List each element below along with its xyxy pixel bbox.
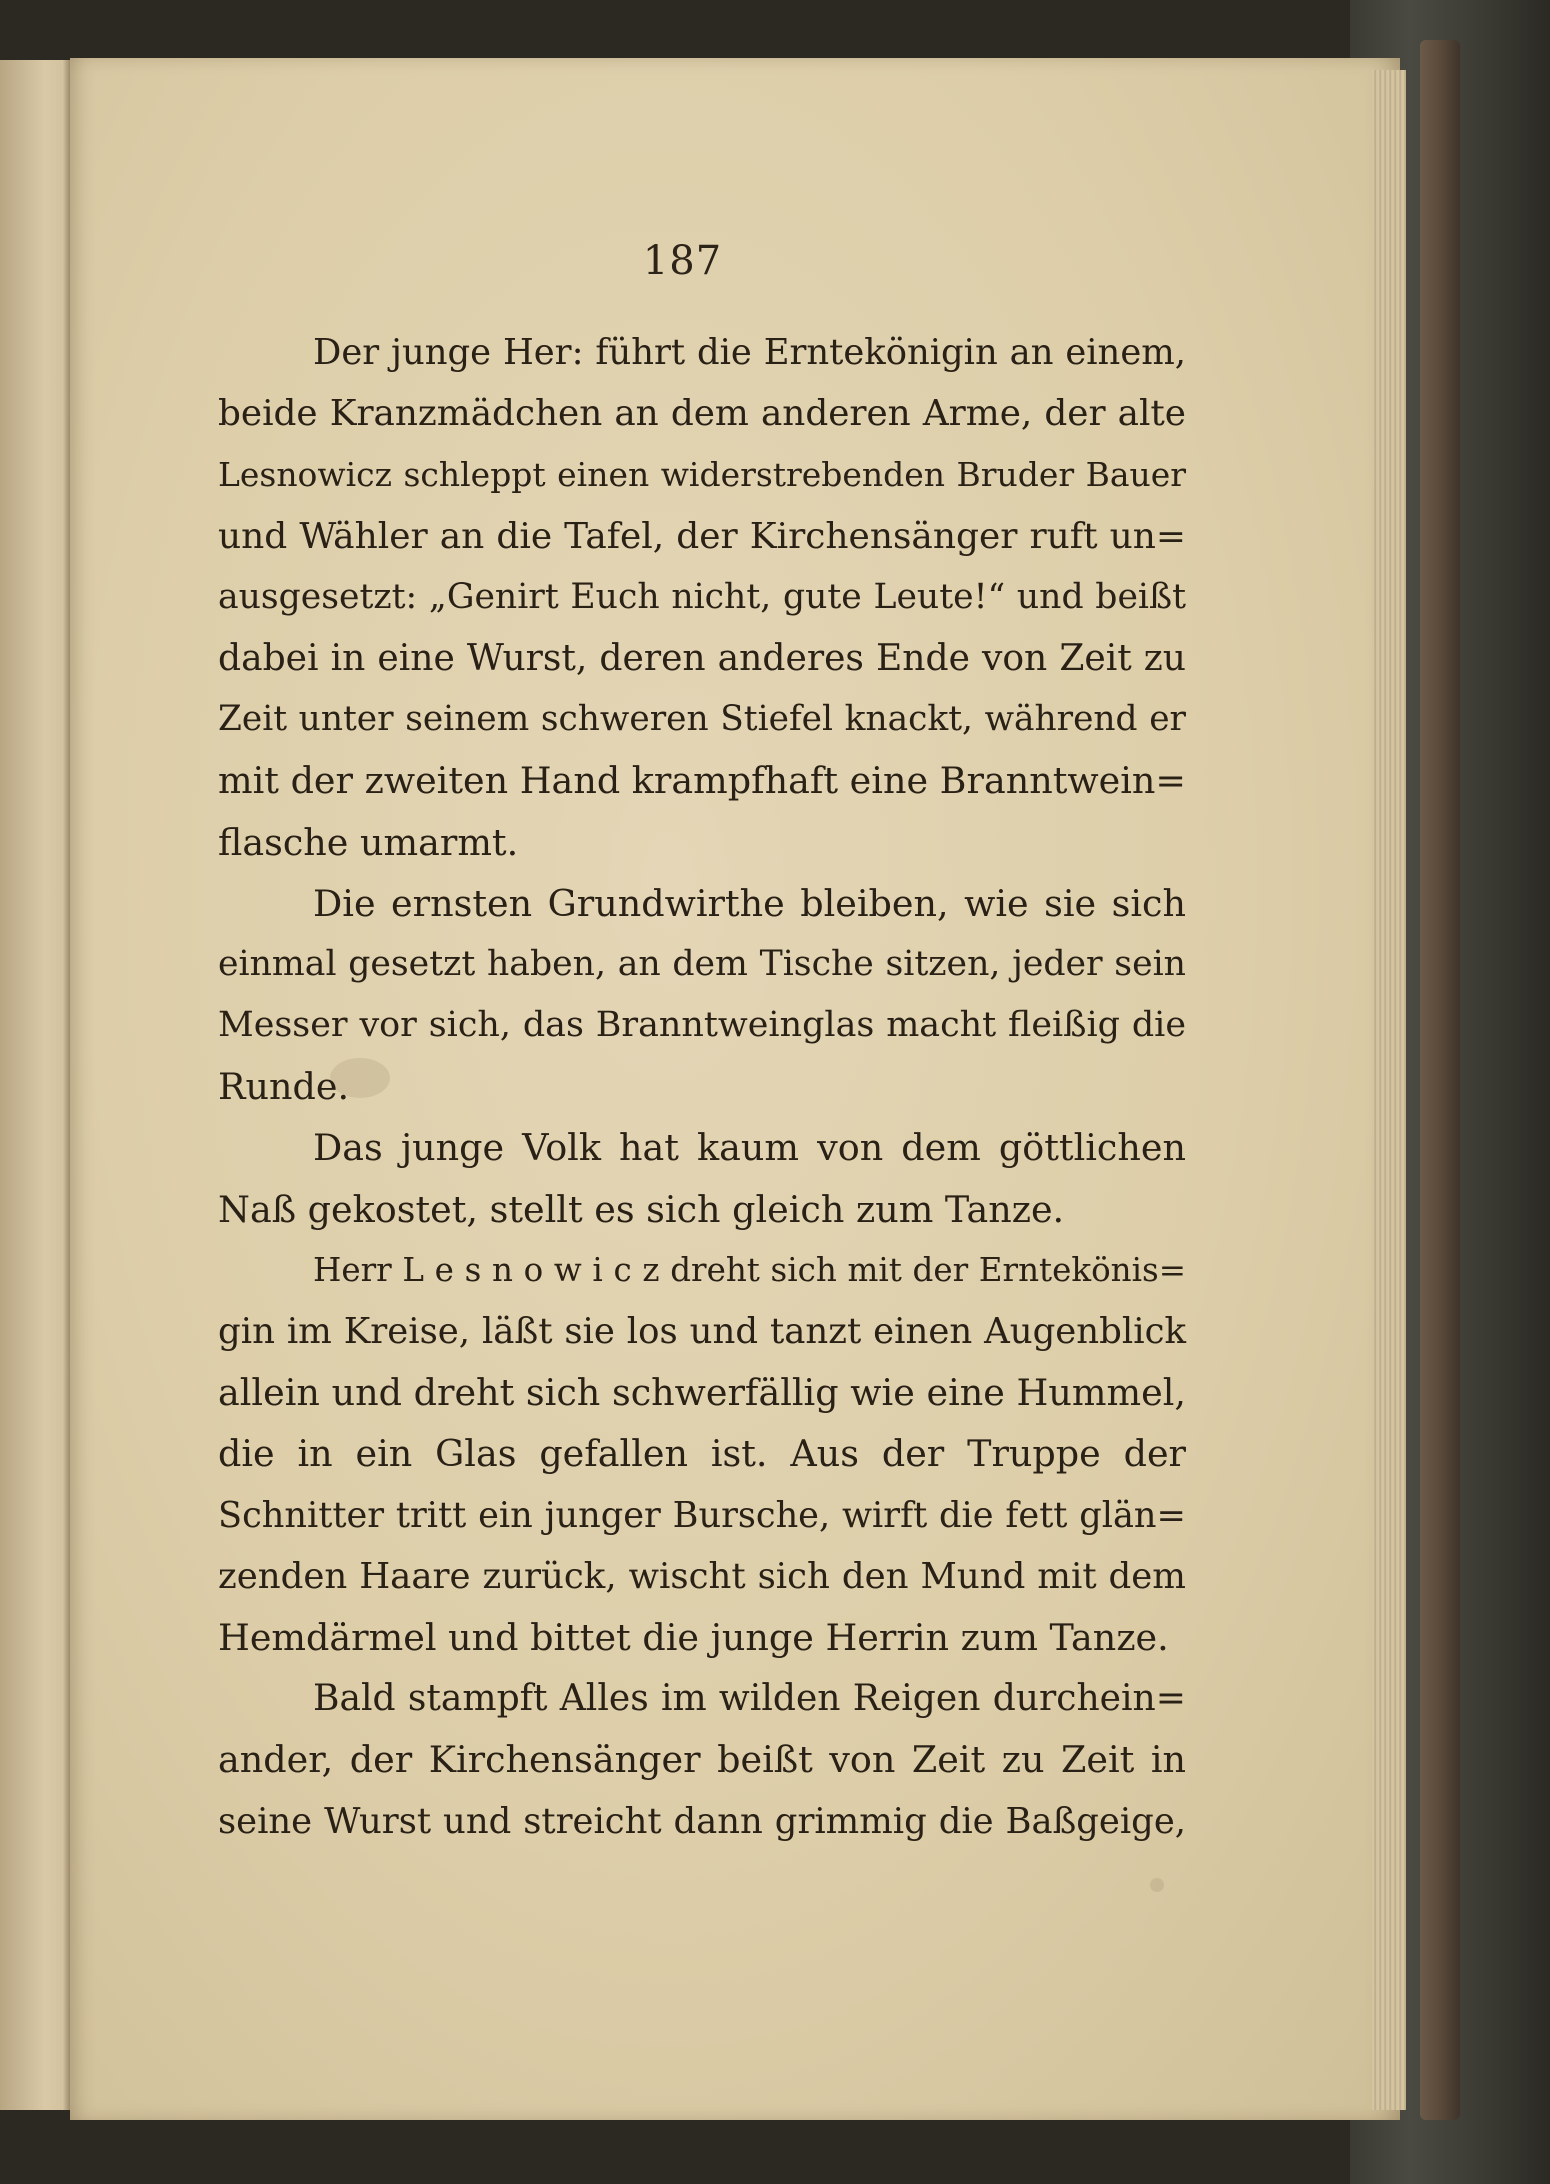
text-line: ander, der Kirchensänger beißt von Zeit zu Zeit in bbox=[218, 1738, 1186, 1782]
text-line: Schnitter tritt ein junger Bursche, wirft die fett glän= bbox=[218, 1494, 1186, 1536]
text-line: Hemdärmel und bittet die junge Herrin zum Tanze. bbox=[218, 1615, 1169, 1659]
text-line: Bald stampft Alles im wilden Reigen durchein= bbox=[313, 1677, 1186, 1720]
body-text bbox=[218, 322, 1186, 1852]
text-line: zenden Haare zurück, wischt sich den Mund mit dem bbox=[218, 1555, 1186, 1597]
text-line: einmal gesetzt haben, an dem Tische sitzen, jeder sein bbox=[218, 943, 1186, 984]
text-line: Messer vor sich, das Branntweinglas macht fleißig die bbox=[218, 1005, 1186, 1046]
text-line: Das junge Volk hat kaum von dem göttlichen bbox=[313, 1126, 1186, 1170]
page-speck bbox=[1150, 1878, 1164, 1892]
text-line: mit der zweiten Hand krampfhaft eine Branntwein= bbox=[218, 759, 1186, 803]
text-line: Die ernsten Grundwirthe bleiben, wie sie sich bbox=[313, 881, 1186, 925]
text-line: dabei in eine Wurst, deren anderes Ende von Zeit zu bbox=[218, 636, 1186, 679]
text-line: allein und dreht sich schwerfällig wie eine Hummel, bbox=[218, 1371, 1186, 1415]
text-line: Naß gekostet, stellt es sich gleich zum Tanze. bbox=[218, 1187, 1065, 1231]
text-line: Herr L e s n o w i c z dreht sich mit der Erntekönis= bbox=[313, 1250, 1186, 1289]
text-line: und Wähler an die Tafel, der Kirchensänger ruft un= bbox=[218, 515, 1186, 557]
page-stack-edge bbox=[1372, 70, 1406, 2110]
text-line: seine Wurst und streicht dann grimmig die Baßgeige, bbox=[218, 1800, 1186, 1842]
text-line: flasche umarmt. bbox=[218, 820, 519, 864]
text-line: beide Kranzmädchen an dem anderen Arme, der alte bbox=[218, 393, 1186, 435]
text-line: Lesnowicz schleppt einen widerstrebenden Bruder Bauer bbox=[218, 455, 1186, 495]
text-line: Der junge Her: führt die Erntekönigin an einem, bbox=[313, 332, 1186, 373]
text-line: ausgesetzt: „Genirt Euch nicht, gute Leute!“ und beißt bbox=[218, 576, 1186, 617]
book-cover-edge bbox=[1420, 40, 1460, 2120]
page-number: 187 bbox=[642, 238, 723, 284]
text-line: gin im Kreise, läßt sie los und tanzt einen Augenblick bbox=[218, 1311, 1186, 1352]
text-line: die in ein Glas gefallen ist. Aus der Truppe der bbox=[218, 1432, 1186, 1476]
text-line: Zeit unter seinem schweren Stiefel knackt, während er bbox=[218, 699, 1186, 740]
text-line: Runde. bbox=[218, 1065, 350, 1109]
